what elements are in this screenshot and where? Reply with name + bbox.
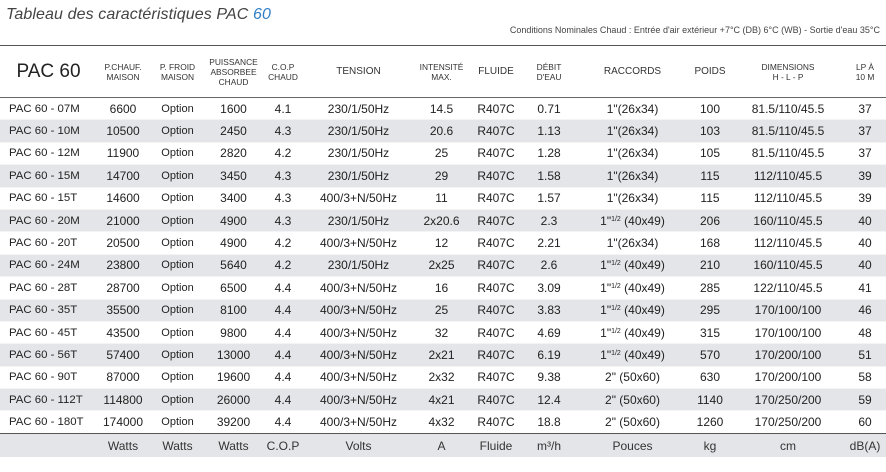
table-cell: Option — [149, 165, 206, 187]
table-cell: 8100 — [206, 299, 261, 321]
table-cell: 1"(26x34) — [577, 98, 688, 120]
table-cell: 1"$^{1/2}$ (40x49) — [577, 277, 688, 299]
table-cell: 170/200/100 — [732, 344, 844, 366]
table-cell: 51 — [844, 344, 886, 366]
table-cell: 40 — [844, 209, 886, 231]
table-cell: Option — [149, 299, 206, 321]
table-cell: R407C — [471, 98, 521, 120]
table-cell: 11 — [412, 187, 471, 209]
column-header — [521, 46, 577, 98]
table-cell: 230/1/50Hz — [305, 165, 412, 187]
table-cell: 4.3 — [261, 120, 305, 142]
table-cell: 5640 — [206, 254, 261, 276]
table-cell: Option — [149, 277, 206, 299]
table-cell: 6.19 — [521, 344, 577, 366]
unit-cell: Watts — [149, 433, 206, 457]
column-header-line: POIDS — [694, 65, 726, 77]
table-row — [0, 232, 886, 254]
table-row — [0, 254, 886, 276]
table-cell: 14.5 — [412, 98, 471, 120]
table-cell: 1"$^{1/2}$ (40x49) — [577, 344, 688, 366]
table-cell: 2x20.6 — [412, 209, 471, 231]
table-cell: 2820 — [206, 142, 261, 164]
table-cell: 1140 — [688, 389, 732, 411]
table-cell: 35500 — [97, 299, 149, 321]
unit-cell: Fluide — [471, 433, 521, 457]
table-cell: 400/3+N/50Hz — [305, 411, 412, 433]
table-cell: 10500 — [97, 120, 149, 142]
table-cell: 112/110/45.5 — [732, 187, 844, 209]
table-cell: 25 — [412, 299, 471, 321]
table-cell: 4900 — [206, 209, 261, 231]
column-header — [732, 46, 844, 98]
title-prefix: Tableau des caractéristiques PAC — [6, 6, 253, 23]
unit-cell — [0, 433, 97, 457]
table-row — [0, 98, 886, 120]
table-cell: 1"$^{1/2}$ (40x49) — [577, 321, 688, 343]
table-cell: 43500 — [97, 321, 149, 343]
table-cell: R407C — [471, 299, 521, 321]
table-cell: 48 — [844, 321, 886, 343]
table-cell: 46 — [844, 299, 886, 321]
column-header-line: CHAUD — [218, 76, 249, 87]
table-cell: 230/1/50Hz — [305, 142, 412, 164]
table-cell: R407C — [471, 344, 521, 366]
unit-cell: cm — [732, 433, 844, 457]
table-cell: Option — [149, 187, 206, 209]
table-cell: Option — [149, 232, 206, 254]
unit-cell: kg — [688, 433, 732, 457]
unit-cell: Watts — [97, 433, 149, 457]
table-cell: 570 — [688, 344, 732, 366]
table-cell: 170/200/100 — [732, 366, 844, 388]
table-row — [0, 389, 886, 411]
table-cell: 4x21 — [412, 389, 471, 411]
table-cell: 37 — [844, 142, 886, 164]
table-cell: 39 — [844, 165, 886, 187]
table-cell: 4.69 — [521, 321, 577, 343]
table-cell: 4.4 — [261, 389, 305, 411]
model-name-cell: PAC 60 - 15T — [0, 187, 97, 209]
column-header-line: D'EAU — [536, 71, 562, 82]
table-cell: 400/3+N/50Hz — [305, 299, 412, 321]
table-title — [6, 6, 271, 24]
table-cell: 174000 — [97, 411, 149, 433]
model-name-cell: PAC 60 - 35T — [0, 299, 97, 321]
table-cell: 1260 — [688, 411, 732, 433]
column-header — [261, 46, 305, 98]
table-cell: 58 — [844, 366, 886, 388]
table-cell: 4.1 — [261, 98, 305, 120]
table-cell: 2.3 — [521, 209, 577, 231]
column-header-line: PUISSANCE — [209, 56, 258, 67]
table-cell: 60 — [844, 411, 886, 433]
table-cell: 103 — [688, 120, 732, 142]
unit-cell: C.O.P — [261, 433, 305, 457]
table-cell: 1"(26x34) — [577, 142, 688, 164]
table-cell: R407C — [471, 142, 521, 164]
table-cell: 3.83 — [521, 299, 577, 321]
table-row — [0, 209, 886, 231]
table-cell: 4.2 — [261, 254, 305, 276]
model-name-cell: PAC 60 - 10M — [0, 120, 97, 142]
column-header-line: MAX. — [431, 71, 452, 82]
table-cell: 630 — [688, 366, 732, 388]
table-cell: 1.58 — [521, 165, 577, 187]
table-cell: 122/110/45.5 — [732, 277, 844, 299]
table-cell: 4900 — [206, 232, 261, 254]
table-cell: 295 — [688, 299, 732, 321]
specifications-table — [0, 45, 886, 457]
table-cell: 32 — [412, 321, 471, 343]
table-cell: 315 — [688, 321, 732, 343]
column-header-line: H - L - P — [772, 71, 804, 82]
column-header — [97, 46, 149, 98]
units-row — [0, 433, 886, 457]
table-cell: 1.28 — [521, 142, 577, 164]
table-cell: Option — [149, 411, 206, 433]
model-name-cell: PAC 60 - 20T — [0, 232, 97, 254]
column-header — [206, 46, 261, 98]
table-cell: 40 — [844, 254, 886, 276]
table-cell: 400/3+N/50Hz — [305, 187, 412, 209]
table-cell: 23800 — [97, 254, 149, 276]
table-cell: 3400 — [206, 187, 261, 209]
model-name-cell: PAC 60 - 07M — [0, 98, 97, 120]
table-cell: 19600 — [206, 366, 261, 388]
table-cell: 0.71 — [521, 98, 577, 120]
table-cell: 400/3+N/50Hz — [305, 344, 412, 366]
table-cell: 2x21 — [412, 344, 471, 366]
table-cell: 12.4 — [521, 389, 577, 411]
table-cell: R407C — [471, 389, 521, 411]
table-cell: Option — [149, 389, 206, 411]
column-header — [0, 46, 97, 98]
table-cell: R407C — [471, 120, 521, 142]
table-cell: R407C — [471, 187, 521, 209]
unit-cell: A — [412, 433, 471, 457]
table-cell: 160/110/45.5 — [732, 254, 844, 276]
table-cell: 400/3+N/50Hz — [305, 366, 412, 388]
model-name-cell: PAC 60 - 28T — [0, 277, 97, 299]
model-name-cell: PAC 60 - 112T — [0, 389, 97, 411]
table-cell: 1"(26x34) — [577, 120, 688, 142]
table-row — [0, 165, 886, 187]
table-cell: 230/1/50Hz — [305, 254, 412, 276]
unit-cell: Watts — [206, 433, 261, 457]
table-cell: 160/110/45.5 — [732, 209, 844, 231]
column-header — [305, 46, 412, 98]
table-cell: R407C — [471, 277, 521, 299]
table-cell: 2x25 — [412, 254, 471, 276]
table-cell: 4.4 — [261, 411, 305, 433]
table-cell: Option — [149, 209, 206, 231]
table-cell: 210 — [688, 254, 732, 276]
table-cell: Option — [149, 344, 206, 366]
column-header — [149, 46, 206, 98]
unit-cell: Pouces — [577, 433, 688, 457]
table-cell: 4.3 — [261, 165, 305, 187]
table-cell: 1"(26x34) — [577, 232, 688, 254]
table-cell: Option — [149, 321, 206, 343]
table-cell: R407C — [471, 321, 521, 343]
table-cell: 4x32 — [412, 411, 471, 433]
table-row — [0, 344, 886, 366]
nominal-conditions: Conditions Nominales Chaud : Entrée d'air extérieur +7°C (DB) 6°C (WB) - Sortie d'eau 35°C — [509, 25, 880, 35]
table-cell: 20.6 — [412, 120, 471, 142]
table-cell: R407C — [471, 165, 521, 187]
table-cell: 40 — [844, 232, 886, 254]
column-header-line: MAISON — [160, 71, 195, 82]
table-cell: 16 — [412, 277, 471, 299]
column-header — [471, 46, 521, 98]
table-cell: 9.38 — [521, 366, 577, 388]
table-cell: 39 — [844, 187, 886, 209]
column-header — [577, 46, 688, 98]
table-cell: 400/3+N/50Hz — [305, 232, 412, 254]
table-cell: 13000 — [206, 344, 261, 366]
column-header-line: C.O.P — [271, 61, 295, 72]
table-cell: 87000 — [97, 366, 149, 388]
column-header-line: TENSION — [336, 65, 381, 77]
table-cell: R407C — [471, 232, 521, 254]
table-row — [0, 120, 886, 142]
model-name-cell: PAC 60 - 56T — [0, 344, 97, 366]
table-cell: Option — [149, 98, 206, 120]
column-header — [844, 46, 886, 98]
table-cell: 28700 — [97, 277, 149, 299]
table-cell: 105 — [688, 142, 732, 164]
units-footer — [0, 433, 886, 457]
column-header-line: 10 M — [855, 71, 875, 82]
table-cell: 3.09 — [521, 277, 577, 299]
table-body — [0, 98, 886, 434]
table-cell: 115 — [688, 165, 732, 187]
table-header — [0, 46, 886, 98]
table-cell: 100 — [688, 98, 732, 120]
table-row — [0, 366, 886, 388]
table-cell: 25 — [412, 142, 471, 164]
model-name-cell: PAC 60 - 12M — [0, 142, 97, 164]
model-name-cell: PAC 60 - 45T — [0, 321, 97, 343]
table-cell: 4.4 — [261, 299, 305, 321]
column-header-line: ABSORBEE — [210, 66, 257, 77]
column-header-line: FLUIDE — [478, 65, 514, 77]
model-name-cell: PAC 60 - 90T — [0, 366, 97, 388]
table-cell: 206 — [688, 209, 732, 231]
table-cell: 1"$^{1/2}$ (40x49) — [577, 209, 688, 231]
table-row — [0, 142, 886, 164]
table-cell: 2450 — [206, 120, 261, 142]
table-cell: Option — [149, 366, 206, 388]
table-cell: 2.21 — [521, 232, 577, 254]
column-header-line: PAC 60 — [16, 60, 81, 82]
table-cell: 4.2 — [261, 142, 305, 164]
table-cell: 18.8 — [521, 411, 577, 433]
table-cell: 59 — [844, 389, 886, 411]
table-cell: 170/100/100 — [732, 299, 844, 321]
table-cell: 170/250/200 — [732, 389, 844, 411]
table-cell: 115 — [688, 187, 732, 209]
table-cell: Option — [149, 142, 206, 164]
table-cell: 81.5/110/45.5 — [732, 142, 844, 164]
table-cell: R407C — [471, 254, 521, 276]
column-header — [688, 46, 732, 98]
table-cell: R407C — [471, 366, 521, 388]
table-cell: 168 — [688, 232, 732, 254]
table-cell: 400/3+N/50Hz — [305, 389, 412, 411]
table-cell: 2" (50x60) — [577, 389, 688, 411]
column-header — [412, 46, 471, 98]
table-cell: 285 — [688, 277, 732, 299]
table-row — [0, 299, 886, 321]
title-model: 60 — [253, 6, 271, 23]
table-cell: 6500 — [206, 277, 261, 299]
table-cell: 230/1/50Hz — [305, 98, 412, 120]
table-cell: 4.3 — [261, 209, 305, 231]
table-cell: 114800 — [97, 389, 149, 411]
column-header-line: MAISON — [106, 71, 140, 82]
table-cell: 9800 — [206, 321, 261, 343]
table-cell: 230/1/50Hz — [305, 120, 412, 142]
table-cell: 1"(26x34) — [577, 187, 688, 209]
table-cell: 4.2 — [261, 232, 305, 254]
column-header-line: CHAUD — [268, 71, 298, 82]
table-cell: 37 — [844, 120, 886, 142]
table-cell: 1"$^{1/2}$ (40x49) — [577, 254, 688, 276]
table-row — [0, 277, 886, 299]
unit-cell: m³/h — [521, 433, 577, 457]
column-header-line: RACCORDS — [603, 65, 662, 77]
table-cell: 170/250/200 — [732, 411, 844, 433]
table-cell: 20500 — [97, 232, 149, 254]
unit-cell: Volts — [305, 433, 412, 457]
table-cell: 12 — [412, 232, 471, 254]
table-cell: 400/3+N/50Hz — [305, 321, 412, 343]
table-cell: 4.4 — [261, 366, 305, 388]
table-cell: 1.13 — [521, 120, 577, 142]
table-cell: 1"(26x34) — [577, 165, 688, 187]
table-cell: 1"$^{1/2}$ (40x49) — [577, 299, 688, 321]
table-cell: 26000 — [206, 389, 261, 411]
table-cell: 1.57 — [521, 187, 577, 209]
table-cell: 112/110/45.5 — [732, 165, 844, 187]
table-cell: 170/100/100 — [732, 321, 844, 343]
unit-cell: dB(A) — [844, 433, 886, 457]
column-header-line: DÉBIT — [536, 61, 562, 72]
table-cell: 11900 — [97, 142, 149, 164]
table-cell: 3450 — [206, 165, 261, 187]
table-cell: 2.6 — [521, 254, 577, 276]
table-cell: R407C — [471, 411, 521, 433]
table-cell: 2x32 — [412, 366, 471, 388]
header-row — [0, 46, 886, 98]
model-name-cell: PAC 60 - 20M — [0, 209, 97, 231]
table-cell: 4.4 — [261, 277, 305, 299]
table-cell: 6600 — [97, 98, 149, 120]
model-name-cell: PAC 60 - 180T — [0, 411, 97, 433]
model-name-cell: PAC 60 - 24M — [0, 254, 97, 276]
table-cell: Option — [149, 254, 206, 276]
column-header-line: LP À — [855, 61, 874, 72]
table-cell: 4.4 — [261, 321, 305, 343]
model-name-cell: PAC 60 - 15M — [0, 165, 97, 187]
table-row — [0, 321, 886, 343]
table-cell: R407C — [471, 209, 521, 231]
column-header-line: P. FROID — [159, 61, 196, 72]
table-cell: Option — [149, 120, 206, 142]
table-row — [0, 411, 886, 433]
table-cell: 41 — [844, 277, 886, 299]
table-cell: 4.4 — [261, 344, 305, 366]
table-cell: 2" (50x60) — [577, 411, 688, 433]
table-cell: 4.3 — [261, 187, 305, 209]
table-cell: 37 — [844, 98, 886, 120]
table-cell: 81.5/110/45.5 — [732, 98, 844, 120]
column-header-line: INTENSITÉ — [419, 61, 464, 72]
table-cell: 57400 — [97, 344, 149, 366]
table-row — [0, 187, 886, 209]
table-cell: 2" (50x60) — [577, 366, 688, 388]
table-cell: 21000 — [97, 209, 149, 231]
table-cell: 14700 — [97, 165, 149, 187]
table-cell: 81.5/110/45.5 — [732, 120, 844, 142]
table-cell: 14600 — [97, 187, 149, 209]
table-cell: 112/110/45.5 — [732, 232, 844, 254]
table-cell: 400/3+N/50Hz — [305, 277, 412, 299]
column-header-line: P.CHAUF. — [104, 61, 142, 72]
column-header-line: DIMENSIONS — [761, 61, 815, 72]
table-cell: 1600 — [206, 98, 261, 120]
table-cell: 230/1/50Hz — [305, 209, 412, 231]
table-cell: 39200 — [206, 411, 261, 433]
table-cell: 29 — [412, 165, 471, 187]
